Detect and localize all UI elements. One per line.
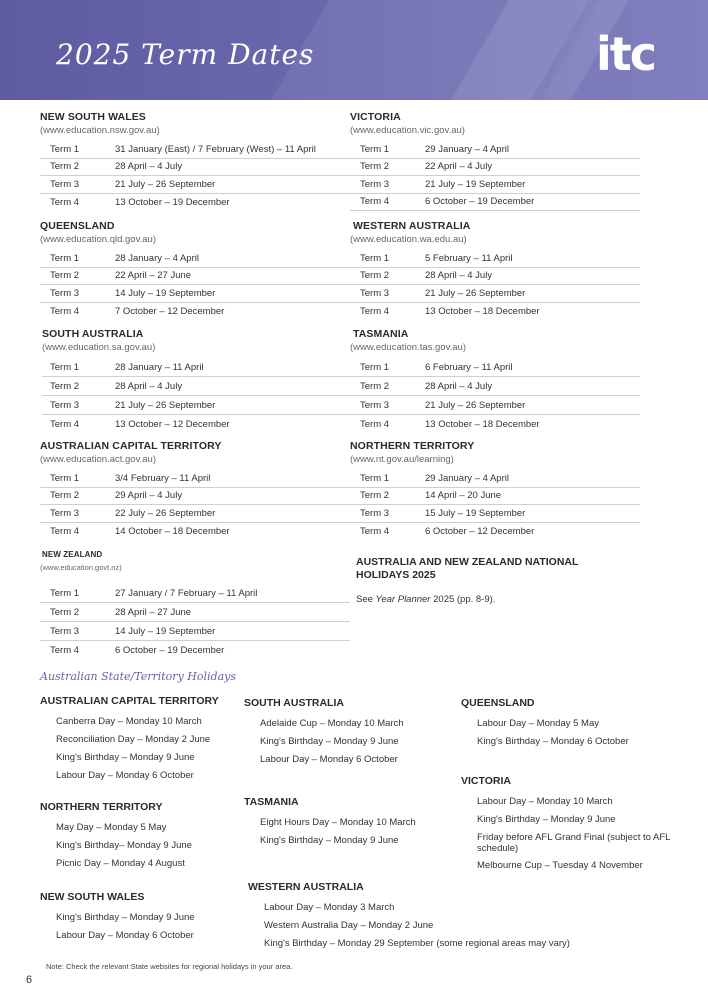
term-dates: 29 April – 4 July (115, 490, 183, 502)
state-block-nsw (40, 111, 350, 211)
term-dates: 28 April – 27 June (115, 606, 192, 618)
state-name: TASMANIA (353, 328, 409, 340)
state-url[interactable]: (www.education.qld.gov.au) (40, 234, 156, 245)
holiday-list (40, 822, 250, 870)
national-text-prefix: See (356, 594, 376, 605)
holiday-state-name: SOUTH AUSTRALIA (244, 697, 344, 709)
year-planner-ref: Year Planner (375, 594, 431, 605)
term-dates: 28 January – 11 April (115, 361, 204, 373)
holiday-item: Reconciliation Day – Monday 2 June (56, 734, 211, 745)
state-url[interactable]: (www.education.tas.gov.au) (350, 342, 466, 353)
term-row (40, 141, 350, 159)
term-dates: 21 July – 26 September (115, 399, 216, 411)
term-dates: 31 January (East) / 7 February (West) – 11 April (115, 143, 316, 155)
state-name: SOUTH AUSTRALIA (42, 328, 144, 340)
term-row (350, 250, 640, 268)
holiday-list (461, 796, 676, 872)
term-dates: 29 January – 4 April (425, 472, 509, 484)
holiday-item: King's Birthday – Monday 9 June (477, 814, 616, 825)
term-dates: 14 October – 18 December (115, 525, 230, 537)
state-name: NEW SOUTH WALES (40, 111, 146, 123)
term-row (350, 285, 640, 303)
term-label: Term 2 (360, 270, 390, 282)
term-row (350, 488, 640, 506)
state-block-vic (350, 111, 640, 211)
holiday-block-qld (461, 697, 671, 754)
state-url[interactable]: (www.nt.gov.au/learning) (350, 454, 454, 465)
term-row (40, 303, 350, 321)
state-name: WESTERN AUSTRALIA (353, 220, 471, 232)
holiday-item: Eight Hours Day – Monday 10 March (260, 817, 416, 828)
holiday-item: Labour Day – Monday 6 October (260, 754, 398, 765)
state-url[interactable]: (www.education.act.gov.au) (40, 454, 156, 465)
term-label: Term 1 (50, 361, 80, 373)
term-label: Term 4 (50, 525, 80, 537)
term-row (350, 358, 640, 377)
term-label: Term 2 (50, 490, 80, 502)
term-row (350, 141, 640, 159)
term-label: Term 4 (50, 419, 80, 430)
term-row (40, 584, 350, 603)
page-title: 2025 Term Dates (56, 38, 315, 71)
term-row (40, 505, 350, 523)
holiday-item: Picnic Day – Monday 4 August (56, 858, 185, 869)
term-label: Term 1 (360, 252, 390, 264)
term-dates: 22 July – 26 September (115, 507, 216, 519)
term-label: Term 3 (360, 178, 390, 190)
term-dates: 22 April – 27 June (115, 270, 192, 282)
term-label: Term 2 (50, 161, 80, 173)
term-label: Term 3 (50, 178, 80, 190)
term-label: Term 1 (360, 143, 390, 155)
holiday-item: May Day – Monday 5 May (56, 822, 167, 833)
term-dates: 13 October – 18 December (425, 419, 540, 430)
state-url[interactable]: (www.education.sa.gov.au) (42, 342, 156, 353)
holiday-state-name: NEW SOUTH WALES (40, 891, 145, 903)
term-dates: 28 April – 4 July (425, 380, 493, 392)
term-dates: 14 April – 20 June (425, 490, 502, 502)
state-name: NORTHERN TERRITORY (350, 440, 475, 452)
holiday-state-name: QUEENSLAND (461, 697, 535, 709)
term-dates: 28 April – 4 July (425, 270, 493, 282)
term-dates: 21 July – 19 September (425, 178, 526, 190)
holidays-section-title: Australian State/Territory Holidays (40, 670, 236, 683)
term-row (40, 285, 350, 303)
term-row (350, 194, 640, 212)
term-row (350, 268, 640, 286)
term-label: Term 4 (360, 419, 390, 430)
term-row (40, 176, 350, 194)
term-dates: 28 January – 4 April (115, 252, 199, 264)
state-block-act (40, 440, 350, 540)
holiday-block-tas (244, 796, 454, 853)
term-label: Term 3 (360, 399, 390, 411)
term-row (350, 377, 640, 396)
term-label: Term 3 (50, 399, 80, 411)
state-block-nt (350, 440, 640, 540)
term-row (40, 523, 350, 541)
holiday-item: King's Birthday – Monday 29 September (some regional areas may vary) (264, 938, 570, 949)
state-block-qld (40, 220, 350, 320)
holiday-item: King's Birthday – Monday 9 June (260, 835, 399, 846)
state-name: NEW ZEALAND (42, 550, 103, 559)
term-label: Term 1 (50, 472, 80, 484)
national-text (356, 594, 616, 605)
term-label: Term 4 (50, 196, 80, 208)
term-label: Term 2 (50, 380, 80, 392)
term-row (350, 505, 640, 523)
term-label: Term 3 (50, 507, 80, 519)
term-label: Term 1 (50, 252, 80, 264)
term-label: Term 1 (50, 143, 80, 155)
holiday-block-act (40, 695, 250, 788)
term-dates: 7 October – 12 December (115, 305, 225, 317)
term-dates: 28 April – 4 July (115, 161, 183, 173)
state-block-sa (42, 328, 352, 434)
term-row (40, 194, 350, 212)
term-row (350, 470, 640, 488)
state-name: QUEENSLAND (40, 220, 115, 232)
term-dates: 13 October – 18 December (425, 305, 540, 317)
holiday-state-name: AUSTRALIAN CAPITAL TERRITORY (40, 695, 219, 707)
holiday-item: Labour Day – Monday 3 March (264, 902, 395, 913)
term-dates: 21 July – 26 September (425, 287, 526, 299)
term-label: Term 4 (50, 305, 80, 317)
holiday-state-name: TASMANIA (244, 796, 299, 808)
term-row (350, 396, 640, 415)
term-dates: 29 January – 4 April (425, 143, 509, 155)
national-text-suffix: 2025 (pp. 8-9). (430, 594, 496, 605)
term-dates: 21 July – 26 September (115, 178, 216, 190)
term-row (40, 603, 350, 622)
holiday-item: Labour Day – Monday 6 October (56, 930, 194, 941)
holiday-block-wa (248, 881, 668, 956)
term-dates: 6 October – 19 December (425, 196, 535, 208)
header-banner (0, 0, 708, 100)
term-dates: 27 January / 7 February – 11 April (115, 587, 258, 599)
term-row (350, 176, 640, 194)
holiday-item: King's Birthday – Monday 9 June (260, 736, 399, 747)
holiday-state-name: WESTERN AUSTRALIA (248, 881, 364, 893)
holiday-item: Labour Day – Monday 10 March (477, 796, 613, 807)
state-url[interactable]: (www.education.wa.edu.au) (350, 234, 467, 245)
term-label: Term 1 (50, 587, 80, 599)
term-row (40, 268, 350, 286)
holiday-item: Western Australia Day – Monday 2 June (264, 920, 434, 931)
state-name: VICTORIA (350, 111, 401, 123)
term-label: Term 2 (360, 161, 390, 173)
term-row (40, 470, 350, 488)
national-holidays-note (356, 556, 616, 605)
holiday-state-name: VICTORIA (461, 775, 511, 787)
term-label: Term 4 (360, 196, 390, 208)
term-row (40, 159, 350, 177)
term-row (350, 159, 640, 177)
holiday-list (244, 817, 454, 847)
holiday-list (244, 718, 454, 766)
holiday-item: Adelaide Cup – Monday 10 March (260, 718, 404, 729)
holiday-item: King's Birthday – Monday 6 October (477, 736, 629, 747)
national-heading: AUSTRALIA AND NEW ZEALAND NATIONAL HOLIDAYS 2025 (356, 556, 579, 581)
holiday-item: Canberra Day – Monday 10 March (56, 716, 202, 727)
term-label: Term 4 (360, 305, 390, 317)
term-label: Term 3 (360, 287, 390, 299)
holiday-list (40, 912, 250, 942)
term-row (350, 523, 640, 541)
state-url[interactable]: (www.education.vic.gov.au) (350, 125, 465, 136)
term-label: Term 1 (360, 472, 390, 484)
term-label: Term 2 (50, 270, 80, 282)
holiday-list (40, 716, 250, 782)
term-dates: 21 July – 26 September (425, 399, 526, 411)
holiday-list (461, 718, 671, 748)
holiday-block-nsw (40, 891, 250, 948)
term-row (40, 250, 350, 268)
holiday-list (248, 902, 668, 950)
holiday-block-sa (244, 697, 454, 772)
term-row (42, 396, 352, 415)
state-block-tas (350, 328, 640, 434)
holiday-item: King's Birthday – Monday 9 June (56, 752, 195, 763)
term-label: Term 2 (360, 380, 390, 392)
holiday-item: King's Birthday – Monday 9 June (56, 912, 195, 923)
term-dates: 6 February – 11 April (425, 361, 513, 373)
term-label: Term 2 (50, 606, 80, 618)
term-label: Term 1 (360, 361, 390, 373)
holiday-item: Friday before AFL Grand Final (subject to AFL schedule) (477, 832, 671, 854)
term-dates: 14 July – 19 September (115, 287, 216, 299)
term-dates: 14 July – 19 September (115, 625, 216, 637)
page-number: 6 (26, 974, 33, 986)
term-label: Term 3 (360, 507, 390, 519)
state-url[interactable]: (www.education.govt.nz) (40, 563, 122, 572)
term-row (42, 415, 352, 434)
term-label: Term 3 (50, 287, 80, 299)
state-name: AUSTRALIAN CAPITAL TERRITORY (40, 440, 222, 452)
term-dates: 28 April – 4 July (115, 380, 183, 392)
term-dates: 13 October – 19 December (115, 196, 230, 208)
state-block-nz (40, 548, 350, 660)
term-dates: 22 April – 4 July (425, 161, 493, 173)
footnote: Note: Check the relevant State websites for regional holidays in your area. (46, 962, 293, 971)
holiday-item: Labour Day – Monday 6 October (56, 770, 194, 781)
term-dates: 15 July – 19 September (425, 507, 526, 519)
holiday-item: Melbourne Cup – Tuesday 4 November (477, 860, 643, 871)
term-row (350, 415, 640, 434)
term-row (40, 488, 350, 506)
itc-logo: itc (596, 27, 656, 81)
term-row (40, 622, 350, 641)
term-dates: 6 October – 12 December (425, 525, 535, 537)
term-dates: 13 October – 12 December (115, 419, 230, 430)
term-dates: 5 February – 11 April (425, 252, 513, 264)
holiday-block-vic (461, 775, 676, 878)
term-row (42, 377, 352, 396)
term-label: Term 4 (360, 525, 390, 537)
term-label: Term 2 (360, 490, 390, 502)
holiday-item: King's Birthday– Monday 9 June (56, 840, 192, 851)
holiday-block-nt (40, 801, 250, 876)
term-label: Term 4 (50, 645, 80, 656)
term-label: Term 3 (50, 625, 80, 637)
holiday-state-name: NORTHERN TERRITORY (40, 801, 163, 813)
term-row (40, 641, 350, 660)
term-dates: 3/4 February – 11 April (115, 472, 211, 484)
state-block-wa (350, 220, 640, 320)
term-row (42, 358, 352, 377)
state-url[interactable]: (www.education.nsw.gov.au) (40, 125, 160, 136)
term-row (350, 303, 640, 321)
term-dates: 6 October – 19 December (115, 645, 225, 656)
holiday-item: Labour Day – Monday 5 May (477, 718, 599, 729)
